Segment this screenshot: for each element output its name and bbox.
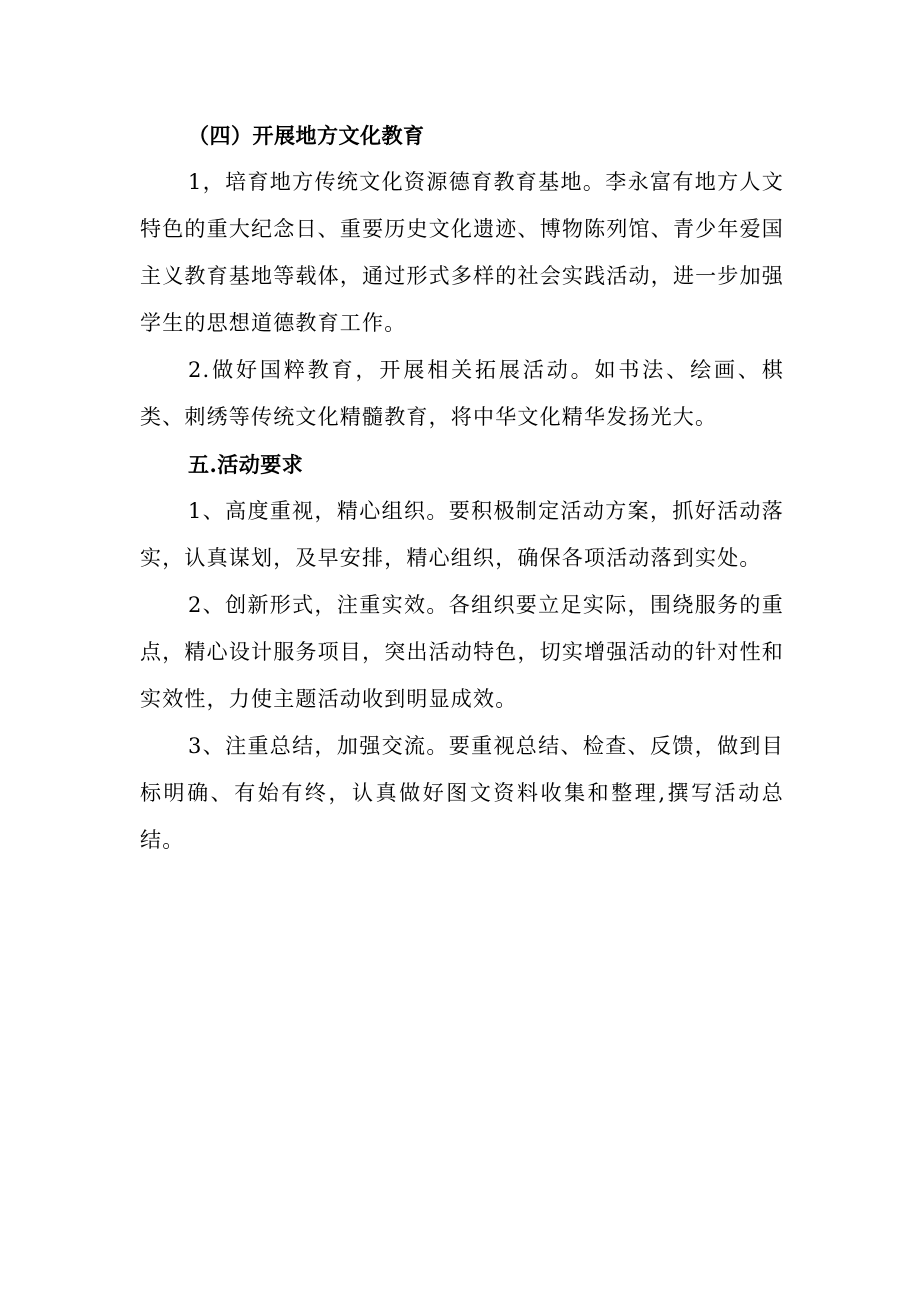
- paragraph-moral-education-base: 1，培育地方传统文化资源德育教育基地。李永富有地方人文特色的重大纪念日、重要历史文化遗迹、博物陈列馆、青少年爱国主义教育基地等载体，通过形式多样的社会实践活动，进一步加强学生的思想道德教育工作。: [140, 170, 784, 335]
- paragraph-national-essence: 2.做好国粹教育，开展相关拓展活动。如书法、绘画、棋类、刺绣等传统文化精髓教育，将中华文化精华发扬光大。: [140, 358, 784, 429]
- paragraph-requirement-2: 2、创新形式，注重实效。各组织要立足实际，围绕服务的重点，精心设计服务项目，突出活动特色，切实增强活动的针对性和实效性，力使主题活动收到明显成效。: [140, 593, 784, 711]
- section-heading-activity-requirements: 五.活动要求: [188, 452, 304, 477]
- paragraph-requirement-1: 1、高度重视，精心组织。要积极制定活动方案，抓好活动落实，认真谋划，及早安排，精心组织，确保各项活动落到实处。: [140, 499, 784, 570]
- paragraph-requirement-3: 3、注重总结，加强交流。要重视总结、检查、反馈，做到目标明确、有始有终，认真做好图文资料收集和整理,撰写活动总结。: [140, 734, 784, 852]
- document-page: [140, 112, 784, 864]
- section-heading-local-culture: （四）开展地方文化教育: [188, 123, 425, 148]
